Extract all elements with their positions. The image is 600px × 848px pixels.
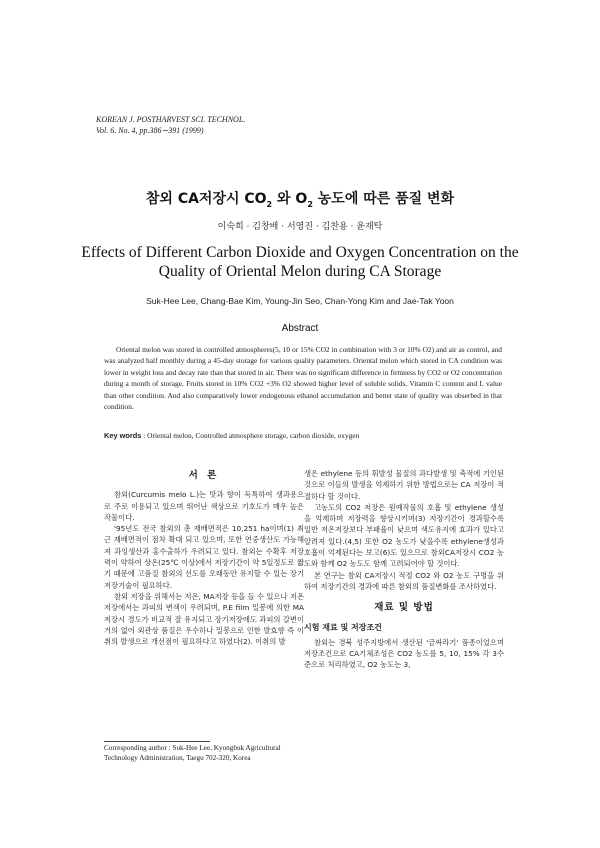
keywords-label: Key words <box>104 431 142 440</box>
korean-title-part2: 와 O <box>272 191 308 207</box>
corresponding-author-footnote: Corresponding author : Suk-Hee Lee, Kyongbuk Agricultural Technology Administration, Taegu 702-320, Korea <box>104 744 281 762</box>
keywords-text: : Oriental melon, Controlled atmosphere storage, carbon dioxide, oxygen <box>143 431 360 440</box>
left-column <box>104 468 304 647</box>
korean-title-sub1: 2 <box>266 199 273 209</box>
intro-paragraph-6: 본 연구는 참외 CA저장시 적정 CO2 와 O2 농도 구명을 위하여 저장기간의 경과에 따른 참외의 품질변화를 조사하였다. <box>304 570 504 591</box>
abstract-heading: Abstract <box>281 323 319 334</box>
intro-paragraph-4: 생은 ethylene 등의 휘발성 물질의 과다발생 및 축적에 기인된 것으로 이들의 발생을 억제하기 위한 방법으로는 CA 저장이 적절하다 할 것이다. <box>304 469 504 501</box>
journal-name: KOREAN J. POSTHARVEST SCI. TECHNOL. <box>96 115 246 124</box>
korean-title-part1: 참외 CA저장시 CO <box>145 191 267 207</box>
korean-title-part3: 농도에 따른 품질 변화 <box>312 191 455 207</box>
footnote-divider <box>104 741 210 742</box>
korean-authors: 이숙희 · 김창배 · 서영진 · 김찬용 · 윤재탁 <box>217 222 383 232</box>
intro-paragraph-3: 참외 저장을 위해서는 저온, MA저장 등을 들 수 있으나 저온저장에서는 과피의 변색이 우려되며, P.E film 밀봉에 의한 MA 저장시 경도가 비교적 잘 유지되고 장기저장에도 과피의 갈변이 거의 없어 외관상 품질은 우수하나 밀봉으로 인한 발효향 즉 이취의 발생으로 개선점이 필요하다고 하였다(2). 이취의 발 <box>104 591 304 647</box>
intro-paragraph-5: 고농도의 CO2 저장은 원예작물의 호흡 및 ethylene 생성을 억제하며 저장력을 향상시키며(3) 저장기간이 경과할수록 일반 저온저장보다 부패율이 낮으며 색도유지에 효과가 있다고 알려져 있다.(4,5) 또한 O2 농도가 낮을수록 ethylene생성과 호흡이 억제된다는 보고(6)도 있으므로 참외CA저장시 CO2 농도와 함께 O2 농도도 함께 고려되어야 할 것이다. <box>304 502 504 569</box>
introduction-heading: 서 론 <box>188 470 220 481</box>
korean-title-sub2: 2 <box>307 199 313 209</box>
right-column <box>304 468 504 671</box>
methods-paragraph: 참외는 경북 성주지방에서 생산된 '금싸라기' 품종이었으며 저장조건으로 CA기체조성은 CO2 농도를 5, 10, 15% 각 3수준으로 처리하였고, O2 농도는 3, <box>304 637 504 670</box>
intro-paragraph-1: 참외(Curcumis melo L.)는 맛과 향이 독특하여 생과용으로 주로 이용되고 있으며 뛰어난 색상으로 기호도가 매우 높은 작물이다. <box>104 490 304 522</box>
journal-citation: Vol. 6. No. 4, pp.386∼391 (1999) <box>96 126 204 135</box>
korean-title <box>0 188 600 209</box>
journal-header <box>96 114 356 136</box>
abstract-body: Oriental melon was stored in controlled atmospheres(5, 10 or 15% CO2 in combination with 3 or 10% O2) and air as control, and was analyzed half monthly during a 45-day storage for various quality parameters. Oriental melon which stored in CA condition was lower in weight loss and decay rate than that stored in air. There was no significant difference in firmness by CO2 or O2 concentration during a month of storage. Fruits stored in 10% CO2 +3% O2 showed higher level of soluble solids, Vitamin C content and L value than other condition. And also comparatively lower endogenous ethanol accumulation and better state of quality was obserbed in that condition. <box>104 345 502 412</box>
methods-subsection-heading: 시험 재료 및 저장조건 <box>304 622 382 632</box>
methods-heading: 재료 및 방법 <box>374 602 434 614</box>
english-title: Effects of Different Carbon Dioxide and Oxygen Concentration on the Quality of Oriental Melon during CA Storage <box>81 244 519 280</box>
keywords <box>104 431 502 440</box>
intro-paragraph-2: '95년도 전국 참외의 총 재배면적은 10,251 ha이며(1) 최근 재배면적이 점차 확대 되고 있으며, 또한 연중생산도 가능해져 과잉생산과 홍수출하가 우려되고 있다. 참외는 수확후 저장력이 약하여 상온(25℃ 이상)에서 저장기간이 약 5일정도로 짧기 때문에 고품질 참외의 선도를 오래동안 유지할 수 있는 장기저장기술이 필요하다. <box>104 524 304 590</box>
english-authors: Suk-Hee Lee, Chang-Bae Kim, Young-Jin Seo, Chan-Yong Kim and Jae-Tak Yoon <box>146 296 454 306</box>
